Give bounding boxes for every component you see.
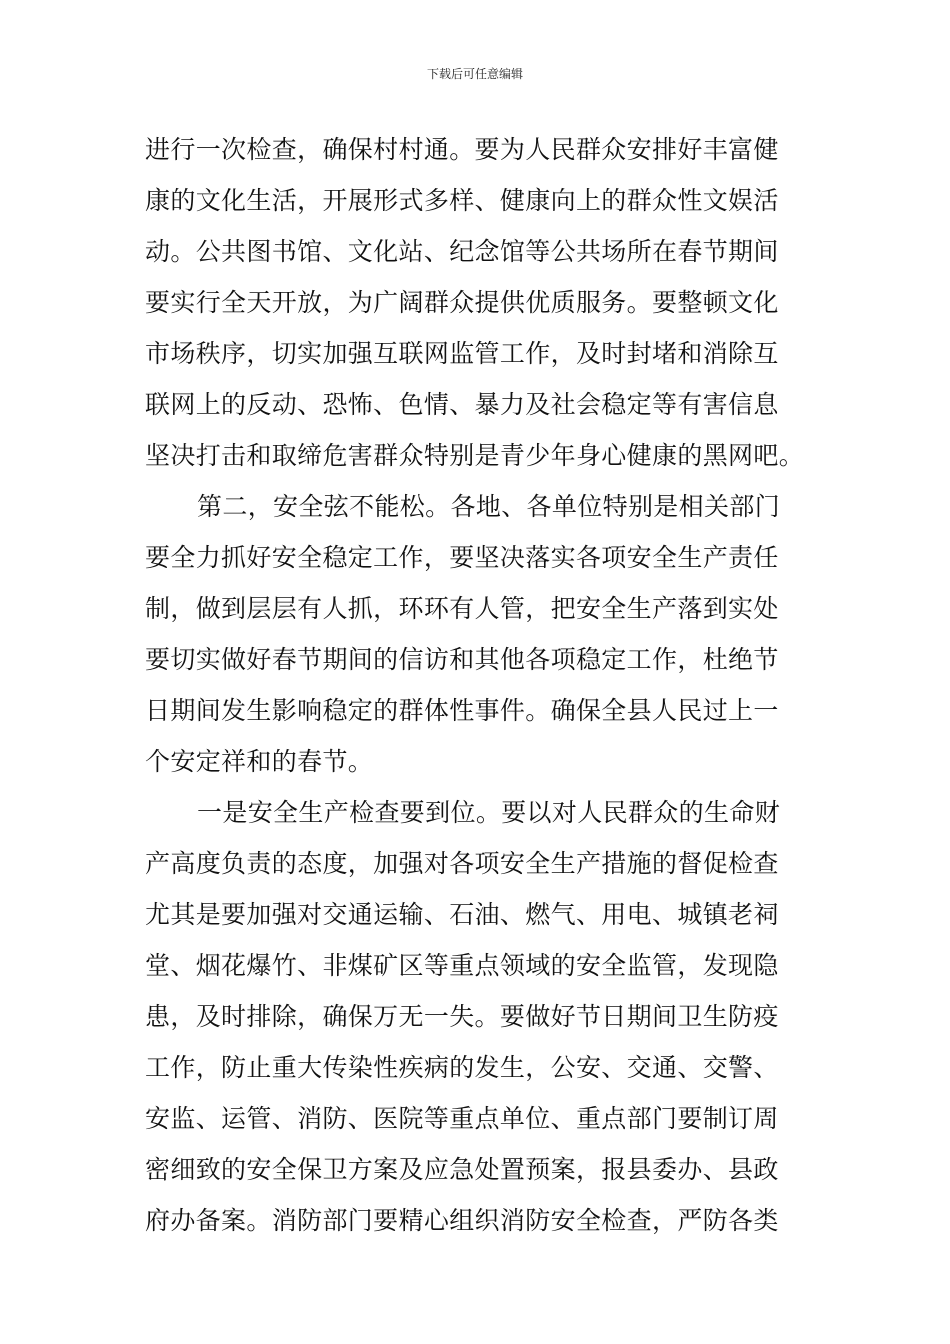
body-line: 制，做到层层有人抓，环环有人管，把安全生产落到实处 bbox=[145, 594, 779, 623]
body-line: 尤其是要加强对交通运输、石油、燃气、用电、城镇老祠 bbox=[145, 900, 779, 929]
body-line: 要全力抓好安全稳定工作，要坚决落实各项安全生产责任 bbox=[145, 543, 779, 572]
body-line: 堂、烟花爆竹、非煤矿区等重点领域的安全监管，发现隐 bbox=[145, 951, 779, 980]
body-line: 坚决打击和取缔危害群众特别是青少年身心健康的黑网吧。 bbox=[145, 441, 805, 470]
body-line: 要实行全天开放，为广阔群众提供优质服务。要整顿文化 bbox=[145, 288, 779, 317]
body-line: 工作，防止重大传染性疾病的发生，公安、交通、交警、 bbox=[145, 1053, 779, 1082]
paragraph-first-line: 一是安全生产检查要到位。要以对人民群众的生命财 bbox=[197, 798, 781, 827]
body-line: 安监、运管、消防、医院等重点单位、重点部门要制订周 bbox=[145, 1104, 779, 1133]
page-header-note: 下载后可任意编辑 bbox=[426, 67, 523, 81]
body-line: 要切实做好春节期间的信访和其他各项稳定工作，杜绝节 bbox=[145, 645, 779, 674]
body-line: 患，及时排除，确保万无一失。要做好节日期间卫生防疫 bbox=[145, 1002, 779, 1031]
body-line: 动。公共图书馆、文化站、纪念馆等公共场所在春节期间 bbox=[145, 237, 779, 266]
body-line: 进行一次检查，确保村村通。要为人民群众安排好丰富健 bbox=[145, 135, 779, 164]
paragraph-first-line: 第二，安全弦不能松。各地、各单位特别是相关部门 bbox=[197, 492, 781, 521]
body-line: 日期间发生影响稳定的群体性事件。确保全县人民过上一 bbox=[145, 696, 779, 725]
body-line: 康的文化生活，开展形式多样、健康向上的群众性文娱活 bbox=[145, 186, 779, 215]
body-line: 产高度负责的态度，加强对各项安全生产措施的督促检查 bbox=[145, 849, 779, 878]
body-line: 府办备案。消防部门要精心组织消防安全检查，严防各类 bbox=[145, 1206, 779, 1235]
body-line: 个安定祥和的春节。 bbox=[145, 747, 374, 776]
body-line: 市场秩序，切实加强互联网监管工作，及时封堵和消除互 bbox=[145, 339, 779, 368]
body-line: 联网上的反动、恐怖、色情、暴力及社会稳定等有害信息 bbox=[145, 390, 779, 419]
body-line: 密细致的安全保卫方案及应急处置预案，报县委办、县政 bbox=[145, 1155, 779, 1184]
